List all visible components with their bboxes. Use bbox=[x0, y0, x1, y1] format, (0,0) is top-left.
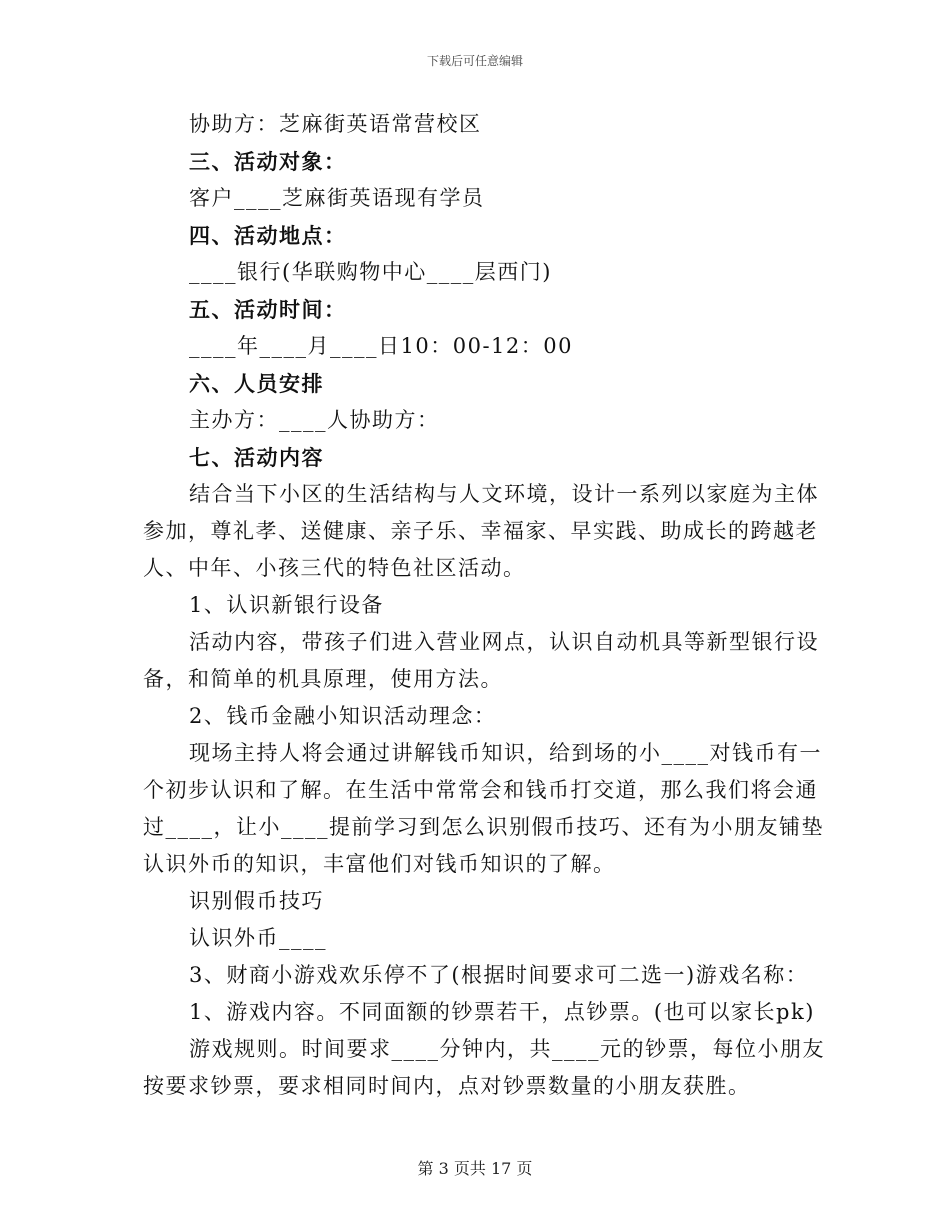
paragraph-line: 结合当下小区的生活结构与人文环境，设计一系列以家庭为主体 bbox=[189, 482, 819, 506]
paragraph-line: 现场主持人将会通过讲解钱币知识，给到场的小____对钱币有一 bbox=[189, 741, 822, 765]
section-heading: 三、活动对象： bbox=[189, 149, 347, 174]
paragraph-line: 1、游戏内容。不同面额的钞票若干，点钞票。(也可以家长pk) bbox=[189, 1000, 815, 1024]
section-heading: 七、活动内容 bbox=[189, 445, 324, 470]
paragraph-line: ____银行(华联购物中心____层西门) bbox=[189, 260, 552, 284]
paragraph-line: 主办方：____人协助方： bbox=[189, 408, 440, 432]
paragraph-line: ____年____月____日10：00-12：00 bbox=[189, 334, 573, 358]
section-heading: 六、人员安排 bbox=[189, 371, 324, 396]
paragraph-line: 个初步认识和了解。在生活中常常会和钱币打交道，那么我们将会通 bbox=[143, 778, 818, 802]
paragraph-line: 认识外币____ bbox=[189, 926, 327, 950]
paragraph-line: 参加，尊礼孝、送健康、亲子乐、幸福家、早实践、助成长的跨越老 bbox=[143, 519, 818, 543]
paragraph-line: 协助方：芝麻街英语常营校区 bbox=[189, 112, 482, 136]
paragraph-line: 客户____芝麻街英语现有学员 bbox=[189, 186, 485, 210]
paragraph-line: 1、认识新银行设备 bbox=[189, 593, 384, 617]
page-footer: 第 3 页共 17 页 bbox=[417, 1159, 533, 1178]
paragraph-line: 3、财商小游戏欢乐停不了(根据时间要求可二选一)游戏名称： bbox=[189, 963, 809, 987]
paragraph-line: 2、钱币金融小知识活动理念： bbox=[189, 704, 497, 728]
paragraph-line: 过____，让小____提前学习到怎么识别假币技巧、还有为小朋友铺垫 bbox=[143, 815, 824, 839]
paragraph-line: 备，和简单的机具原理，使用方法。 bbox=[143, 667, 503, 691]
paragraph-line: 活动内容，带孩子们进入营业网点，认识自动机具等新型银行设 bbox=[189, 630, 819, 654]
paragraph-line: 识别假币技巧 bbox=[189, 889, 324, 913]
section-heading: 四、活动地点： bbox=[189, 223, 347, 248]
page-header: 下载后可任意编辑 bbox=[426, 54, 523, 68]
paragraph-line: 游戏规则。时间要求____分钟内，共____元的钞票，每位小朋友 bbox=[189, 1037, 825, 1061]
document-body bbox=[143, 106, 825, 1105]
paragraph-line: 人、中年、小孩三代的特色社区活动。 bbox=[143, 556, 526, 580]
paragraph-line: 认识外币的知识，丰富他们对钱币知识的了解。 bbox=[143, 852, 616, 876]
section-heading: 五、活动时间： bbox=[189, 297, 347, 322]
paragraph-line: 按要求钞票，要求相同时间内，点对钞票数量的小朋友获胜。 bbox=[143, 1074, 751, 1098]
